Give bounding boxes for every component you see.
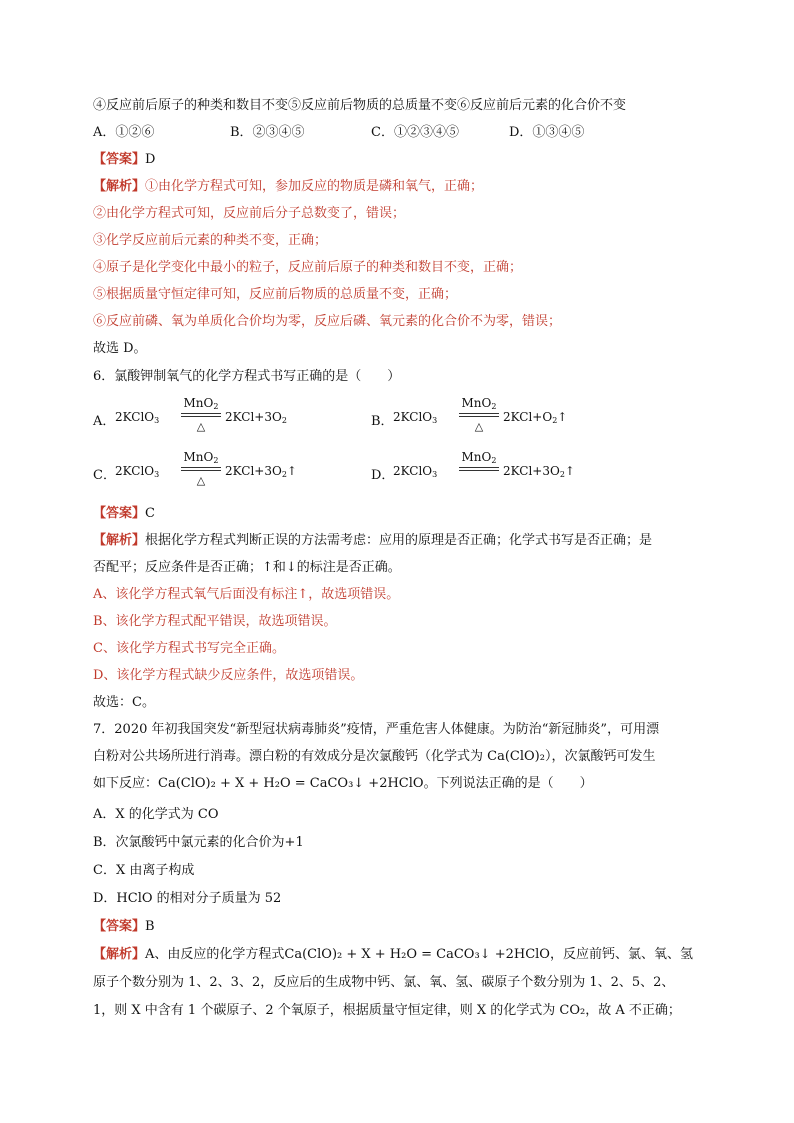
q5-analysis-line-1	[93, 178, 713, 196]
q6-analysis-line-1	[93, 532, 713, 550]
answer-value: D	[145, 152, 156, 167]
answer-value: B	[145, 919, 155, 934]
q6-answer	[93, 505, 713, 523]
q6-options-row-1	[93, 398, 713, 438]
product: $2KCl+O_2↑$	[503, 410, 568, 425]
q7-analysis-line-2: 原子个数分别为 1、2、3、2，反应后的生成物中钙、氯、氧、氢、碳原子个数分别为 1、2、5、2、	[93, 975, 675, 990]
product: $2KCl+3O_2$	[225, 410, 287, 425]
q5-analysis-line-6: ⑥反应前磷、氧为单质化合价均为零，反应后磷、氧元素的化合价不为零，错误；	[93, 314, 562, 329]
q5-analysis-line-4: ④原子是化学变化中最小的粒子，反应前后原子的种类和数目不变，正确；	[93, 260, 523, 275]
q7-option-d: D．HClO 的相对分子质量为 52	[93, 891, 282, 906]
q6-analysis-item-c: C、该化学方程式书写完全正确。	[93, 641, 285, 656]
q7-option-a: A．X 的化学式为 CO	[93, 807, 219, 822]
heat-symbol: △	[196, 474, 206, 487]
analysis-text: ，反应前钙、氯、氧、氢	[549, 947, 693, 962]
product: $2KCl+3O_2↑$	[225, 464, 297, 479]
stem-text: 如下反应：	[93, 776, 159, 791]
q5-option-c: C．①②③④⑤	[371, 125, 459, 140]
reaction-equation: Ca(ClO)₂ + X + H₂O = CaCO₃↓ +2HClO	[158, 776, 424, 791]
reaction-condition: MnO$_2$	[457, 452, 501, 471]
q7-stem-line-3	[93, 775, 713, 793]
q7-analysis-line-3: 1，则 X 中含有 1 个碳原子、2 个氧原子，根据质量守恒定律，则 X 的化学式为 CO₂，故 A 不正确；	[93, 1003, 681, 1018]
q7-option-b: B．次氯酸钙中氯元素的化合价为+1	[93, 835, 304, 850]
q5-analysis-line-3: ③化学反应前后元素的种类不变，正确；	[93, 233, 328, 248]
reaction-equation: Ca(ClO)₂ + X + H₂O = CaCO₃↓ +2HClO	[284, 947, 550, 962]
option-label: A．	[93, 414, 116, 429]
reaction-arrow-bar	[181, 413, 221, 417]
q5-analysis-line-5: ⑤根据质量守恒定律可知，反应前后物质的总质量不变，正确；	[93, 287, 458, 302]
q7-answer	[93, 918, 713, 936]
product: $2KCl+3O_2↑$	[503, 464, 575, 479]
q6-conclusion: 故选：C。	[93, 695, 155, 710]
q5-conclusion: 故选 D。	[93, 341, 147, 356]
answer-tag: 【答案】	[93, 919, 146, 934]
option-label: B．	[371, 414, 394, 429]
reactant: 2KClO$_3$	[115, 410, 160, 425]
reaction-condition: MnO$_2$ △	[179, 452, 223, 486]
stem-text: 。下列说法正确的是（ ）	[423, 776, 593, 791]
q6-analysis-item-d: D、该化学方程式缺少反应条件，故选项错误。	[93, 668, 364, 683]
option-label: D．	[371, 468, 395, 483]
q5-option-d: D．①③④⑤	[509, 125, 585, 140]
q6-analysis-item-b: B、该化学方程式配平错误，故选项错误。	[93, 614, 337, 629]
reaction-condition: MnO$_2$ △	[179, 398, 223, 432]
reaction-arrow-bar	[459, 413, 499, 417]
heat-symbol: △	[474, 420, 484, 433]
analysis-text: ①由化学方程式可知，参加反应的物质是磷和氧气，正确；	[145, 179, 484, 194]
q5-statement-line: ④反应前后原子的种类和数目不变⑤反应前后物质的总质量不变⑥反应前后元素的化合价不变	[93, 98, 627, 113]
answer-tag: 【答案】	[93, 506, 146, 521]
q6-stem: 6．氯酸钾制氧气的化学方程式书写正确的是（ ）	[93, 369, 401, 384]
q5-option-b: B．②③④⑤	[230, 125, 305, 140]
analysis-tag: 【解析】	[93, 179, 146, 194]
answer-tag: 【答案】	[93, 152, 146, 167]
analysis-tag: 【解析】	[93, 947, 146, 962]
analysis-text: 根据化学方程式判断正误的方法需考虑：应用的原理是否正确；化学式书写是否正确；是	[145, 533, 653, 548]
analysis-text: A、由反应的化学方程式	[145, 947, 285, 962]
reactant: 2KClO$_3$	[393, 464, 438, 479]
answer-value: C	[145, 506, 155, 521]
q6-options-row-2	[93, 452, 713, 492]
reaction-arrow-bar	[459, 467, 499, 471]
q6-analysis-item-a: A、该化学方程式氧气后面没有标注↑，故选项错误。	[93, 587, 400, 602]
q7-option-c: C．X 由离子构成	[93, 863, 195, 878]
reactant: 2KClO$_3$	[393, 410, 438, 425]
reaction-condition: MnO$_2$ △	[457, 398, 501, 432]
q6-analysis-line-2: 否配平；反应条件是否正确；↑和↓的标注是否正确。	[93, 560, 401, 575]
q7-analysis-line-1	[93, 946, 713, 964]
q5-analysis-line-2: ②由化学方程式可知，反应前后分子总数变了，错误；	[93, 206, 406, 221]
reaction-arrow-bar	[181, 467, 221, 471]
q7-stem-line-1: 7．2020 年初我国突发“新型冠状病毒肺炎”疫情，严重危害人体健康。为防治“新冠肺炎”，可用漂	[93, 722, 660, 737]
analysis-tag: 【解析】	[93, 533, 146, 548]
q7-stem-line-2: 白粉对公共场所进行消毒。漂白粉的有效成分是次氯酸钙（化学式为 Ca(ClO)₂），次氯酸钙可发生	[93, 749, 656, 764]
q5-answer	[93, 151, 713, 169]
option-label: C．	[93, 468, 116, 483]
heat-symbol: △	[196, 420, 206, 433]
reactant: 2KClO$_3$	[115, 464, 160, 479]
q5-option-a: A．①②⑥	[93, 125, 155, 140]
